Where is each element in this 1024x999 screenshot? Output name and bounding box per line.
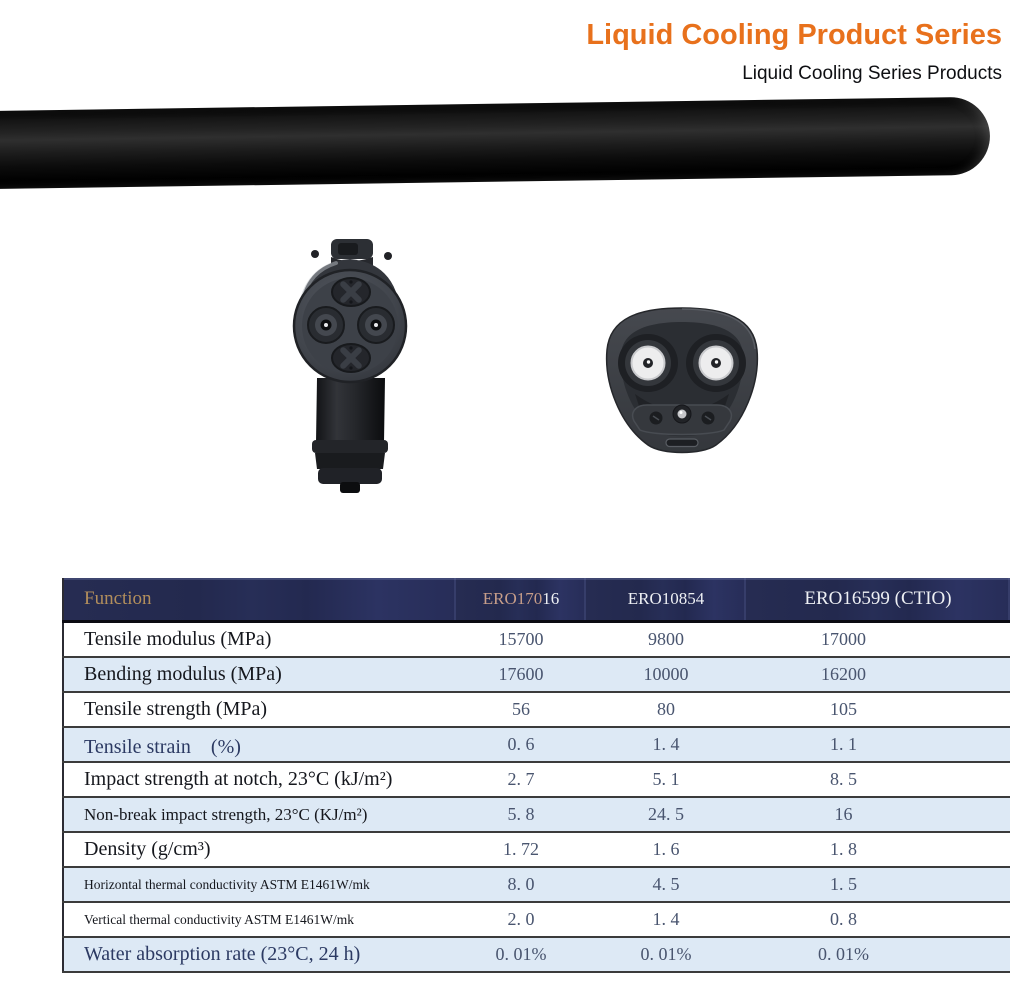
table-header-row xyxy=(63,578,1010,622)
row-label: Bending modulus (MPa) xyxy=(63,657,456,692)
cell-value: 1. 1 xyxy=(746,727,1010,762)
table-row-bending-modulus xyxy=(63,657,1010,692)
cell-value: 0. 8 xyxy=(746,902,1010,937)
cell-value: 0. 01% xyxy=(456,937,586,972)
row-label: Horizontal thermal conductivity ASTM E1461W/mk xyxy=(63,867,456,902)
cell-value: 8. 5 xyxy=(746,762,1010,797)
row-label: Water absorption rate (23°C, 24 h) xyxy=(63,937,456,972)
table-row-tensile-modulus xyxy=(63,622,1010,658)
page-subtitle: Liquid Cooling Series Products xyxy=(742,62,1002,84)
cell-value: 5. 8 xyxy=(456,797,586,832)
row-label: Tensile strength (MPa) xyxy=(63,692,456,727)
table-row-impact-strength-notch xyxy=(63,762,1010,797)
row-label: Non-break impact strength, 23°C (KJ/m²) xyxy=(63,797,456,832)
cell-value: 8. 0 xyxy=(456,867,586,902)
cell-value: 5. 1 xyxy=(586,762,746,797)
row-label: Tensile strain (%) xyxy=(63,727,456,762)
col-header-ero17016-rest: 16 xyxy=(542,589,560,608)
cell-value: 16 xyxy=(746,797,1010,832)
cell-value: 80 xyxy=(586,692,746,727)
col-header-ero17016-accent: ERO170 xyxy=(482,589,543,608)
cell-value: 2. 0 xyxy=(456,902,586,937)
cell-value: 2. 7 xyxy=(456,762,586,797)
cell-value: 24. 5 xyxy=(586,797,746,832)
row-label: Impact strength at notch, 23°C (kJ/m²) xyxy=(63,762,456,797)
cell-value: 1. 4 xyxy=(586,902,746,937)
table-row-nonbreak-impact xyxy=(63,797,1010,832)
col-header-ero10854: ERO10854 xyxy=(586,578,746,622)
cell-value: 1. 5 xyxy=(746,867,1010,902)
table-row-density xyxy=(63,832,1010,867)
row-label: Density (g/cm³) xyxy=(63,832,456,867)
cell-value: 17600 xyxy=(456,657,586,692)
row-label: Tensile modulus (MPa) xyxy=(63,622,456,658)
cell-value: 1. 6 xyxy=(586,832,746,867)
col-header-ero16599: ERO16599 (CTIO) xyxy=(746,578,1010,622)
row-label: Vertical thermal conductivity ASTM E1461W/mk xyxy=(63,902,456,937)
connector-socket-image xyxy=(603,306,761,458)
spec-table xyxy=(62,578,1010,973)
col-header-function: Function xyxy=(63,578,456,622)
cell-value: 17000 xyxy=(746,622,1010,658)
cell-value: 15700 xyxy=(456,622,586,658)
table-row-water-absorption xyxy=(63,937,1010,972)
table-row-tensile-strength xyxy=(63,692,1010,727)
cell-value: 16200 xyxy=(746,657,1010,692)
cell-value: 4. 5 xyxy=(586,867,746,902)
cell-value: 9800 xyxy=(586,622,746,658)
cell-value: 0. 01% xyxy=(586,937,746,972)
cell-value: 10000 xyxy=(586,657,746,692)
cell-value: 0. 01% xyxy=(746,937,1010,972)
title-block xyxy=(586,20,1002,85)
cell-value: 1. 72 xyxy=(456,832,586,867)
col-header-ero17016 xyxy=(456,578,586,622)
connector-front-image xyxy=(288,237,410,495)
cell-value: 105 xyxy=(746,692,1010,727)
cooling-tube-image xyxy=(0,97,990,189)
cell-value: 56 xyxy=(456,692,586,727)
cell-value: 0. 6 xyxy=(456,727,586,762)
cell-value: 1. 4 xyxy=(586,727,746,762)
table-row-tensile-strain xyxy=(63,727,1010,762)
page-title: Liquid Cooling Product Series xyxy=(586,19,1002,51)
table-row-horizontal-thermal xyxy=(63,867,1010,902)
cell-value: 1. 8 xyxy=(746,832,1010,867)
table-row-vertical-thermal xyxy=(63,902,1010,937)
